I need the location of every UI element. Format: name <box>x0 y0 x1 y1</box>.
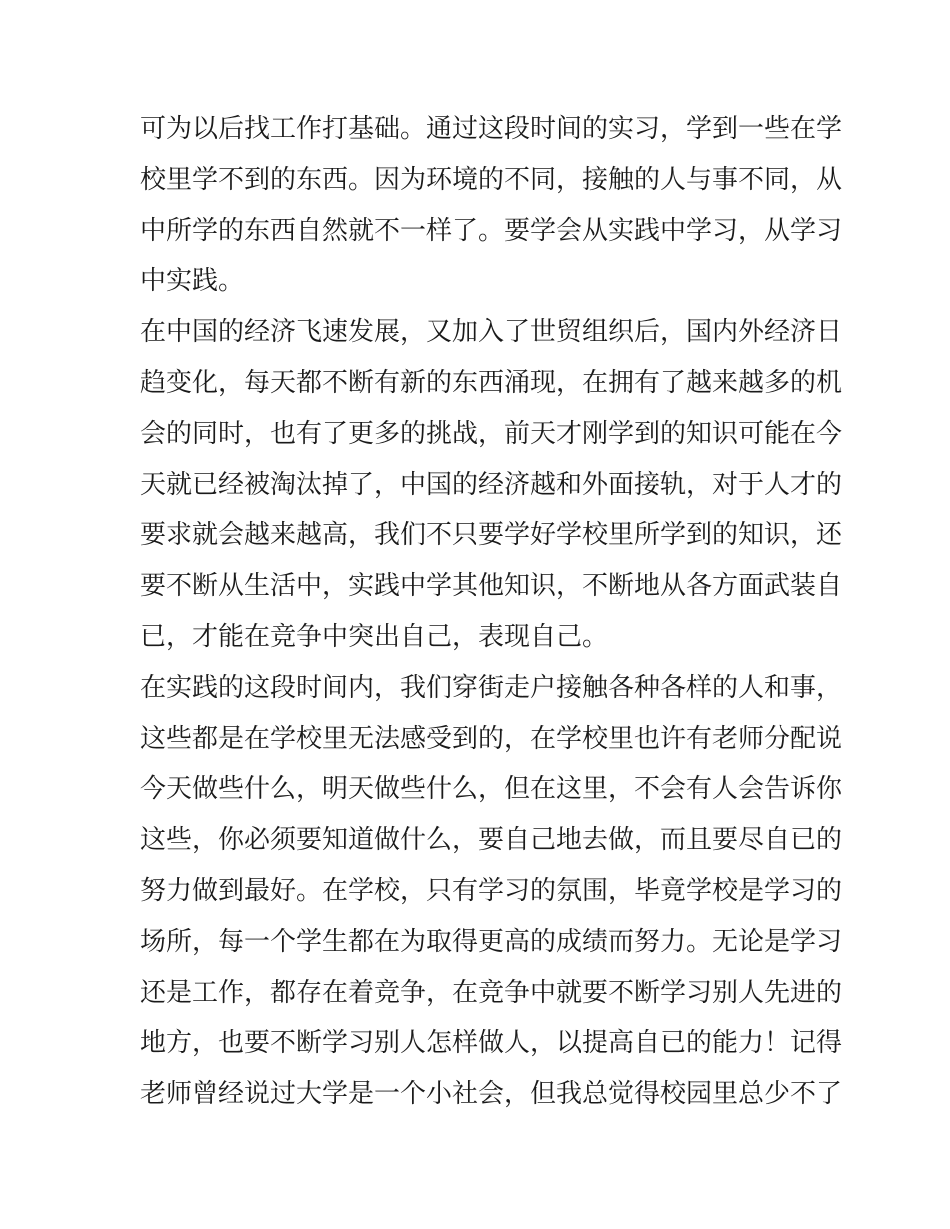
text-line: 场所，每一个学生都在为取得更高的成绩而努力。无论是学习 <box>140 926 843 957</box>
text-line: 天就已经被淘汰掉了，中国的经济越和外面接轨，对于人才的 <box>140 469 843 500</box>
text-line: 校里学不到的东西。因为环境的不同，接触的人与事不同，从 <box>140 164 843 195</box>
text-line: 努力做到最好。在学校，只有学习的氛围，毕竟学校是学习的 <box>140 875 843 906</box>
text-line: 老师曾经说过大学是一个小社会，但我总觉得校园里总少不了 <box>140 1079 843 1110</box>
text-line: 这些，你必须要知道做什么，要自己地去做，而且要尽自已的 <box>140 825 843 856</box>
text-line: 在中国的经济飞速发展，又加入了世贸组织后，国内外经济日 <box>140 317 843 348</box>
text-line: 这些都是在学校里无法感受到的，在学校里也许有老师分配说 <box>140 723 843 754</box>
text-line: 地方，也要不断学习别人怎样做人，以提高自已的能力！记得 <box>140 1028 843 1059</box>
text-line: 会的同时，也有了更多的挑战，前天才刚学到的知识可能在今 <box>140 418 843 449</box>
text-line: 中所学的东西自然就不一样了。要学会从实践中学习，从学习 <box>140 215 843 246</box>
text-line: 要求就会越来越高，我们不只要学好学校里所学到的知识，还 <box>140 520 843 551</box>
text-line: 要不断从生活中，实践中学其他知识，不断地从各方面武装自 <box>140 571 843 602</box>
text-line: 在实践的这段时间内，我们穿街走户接触各种各样的人和事， <box>140 672 843 703</box>
text-line: 中实践。 <box>140 266 245 297</box>
text-line: 还是工作，都存在着竞争，在竞争中就要不断学习别人先进的 <box>140 977 843 1008</box>
text-line: 可为以后找工作打基础。通过这段时间的实习，学到一些在学 <box>140 114 843 144</box>
text-line: 今天做些什么，明天做些什么，但在这里，不会有人会告诉你 <box>140 774 843 805</box>
body-text <box>140 104 843 1120</box>
text-line: 已，才能在竞争中突出自己，表现自己。 <box>140 621 609 652</box>
text-line: 趋变化，每天都不断有新的东西涌现，在拥有了越来越多的机 <box>140 367 843 398</box>
